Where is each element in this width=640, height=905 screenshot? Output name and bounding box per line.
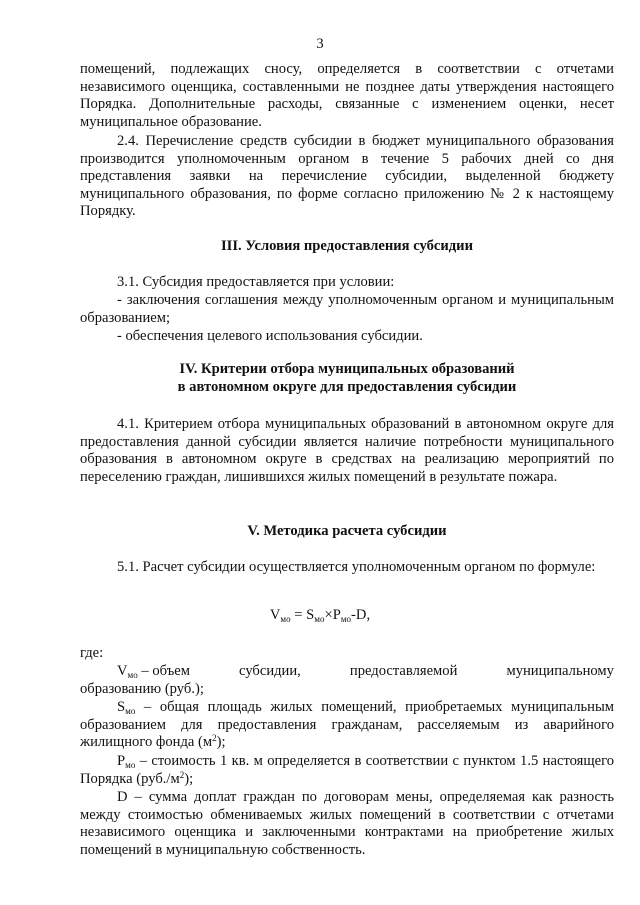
paragraph-4-1: 4.1. Критерием отбора муниципальных образований в автономном округе для предоставления данной субсидии является наличие потребности муниципального образования в автономном округе в средствах на реализацию мероприятий по переселению граждан, лишившихся жилых помещений в результате пожара. [80, 416, 614, 485]
paragraph-intro: помещений, подлежащих сносу, определяется в соответствии с отчетами независимого оценщика, составленными не позднее даты утверждения настоящего Порядка. Дополнительные расходы, связанные с изменением оценки, несет муниципальное образование. [80, 61, 614, 130]
condition-item-1: - заключения соглашения между уполномоченным органом и муниципальным образованием; [80, 292, 614, 326]
condition-item-2: - обеспечения целевого использования субсидии. [117, 328, 423, 344]
paragraph-3-1: 3.1. Субсидия предоставляется при условии: [117, 274, 395, 290]
section-5-heading: V. Методика расчета субсидии [247, 523, 447, 539]
definition-p: $P_{мо}$ – стоимость 1 кв. м определяется в соответствии с пунктом 1.5 настоящего Порядка $(руб./м^2)$; [80, 753, 614, 787]
definition-s: $S_{мо}$ – общая площадь жилых помещений, приобретаемых муниципальным образованием для предоставления гражданам, расселяемым из аварийного жилищного фонда $(м^2)$; [80, 699, 614, 751]
section-4-heading-line-2: в автономном округе для предоставления субсидии [177, 379, 517, 395]
subsidy-formula: $V_{мо} = S_{мо}\times P_{мо}-D$, [269, 607, 371, 624]
paragraph-2-4: 2.4. Перечисление средств субсидии в бюджет муниципального образования производится уполномоченным органом в течение 5 рабочих дней со дня представления заявки на перечисление субсидии, выделенной бюджету муниципального образования, по форме согласно приложению № 2 к настоящему Порядку. [80, 133, 614, 220]
section-4-heading-line-1: IV. Критерии отбора муниципальных образований [179, 361, 515, 377]
paragraph-5-1: 5.1. Расчет субсидии осуществляется уполномоченным органом по формуле: [117, 559, 596, 575]
section-3-heading: III. Условия предоставления субсидии [221, 238, 473, 254]
page-number: 3 [316, 36, 324, 52]
definition-d: D – сумма доплат граждан по договорам мены, определяемая как разность между стоимостью обмениваемых жилых помещений в соответствии с отчетами независимого оценщика и заключенными контрактами на приобретение жилых помещений в муниципальную собственность. [80, 789, 614, 858]
where-label: где: [80, 645, 104, 661]
definition-v: $V_{мо}$ – объем субсидии, предоставляемой муниципальному образованию (руб.); [80, 663, 614, 697]
